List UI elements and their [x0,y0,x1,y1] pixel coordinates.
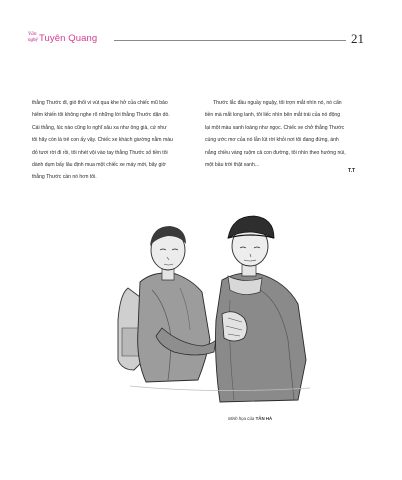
illustration-caption [228,416,272,421]
story-line: tôi hãy còn là trẻ con ấy vậy. Chiếc xe khách giường nằm màu [32,137,173,144]
story-paragraph [32,97,194,184]
header-rule [114,40,346,41]
story-column-left [32,97,194,184]
magazine-logo-title: Tuyên Quang [39,33,98,44]
caption-prefix: Minh họa của [228,416,255,421]
story-paragraph [205,97,367,171]
page-number: 21 [351,31,364,46]
magazine-logo-prefix: Văn [28,32,37,37]
story-line: tiền mà mắt long lanh, tôi liếc nhìn bên mắt trái của nó động [205,112,341,119]
story-line: nắng chiều vàng ruộm cả con đường, tôi nhìn theo hướng núi, [205,149,346,156]
author-signature: T.T [348,168,356,174]
story-line: hiểm khiến tôi không nghe rõ những lời thằng Thước dặn dò. [32,112,170,119]
story-line: đỏ tươi rời đi rồi, tôi nhét vội vào tay thằng Thước số tiền tôi [32,149,168,156]
story-line: một bầu trời thật xanh... [205,162,260,169]
story-line: thằng Thước đi, gió thổi vi vút qua khe hở của chiếc mũ bảo [32,100,168,106]
story-column-right [205,97,367,171]
caption-artist: TÂN HÀ [255,416,273,421]
story-line: thằng Thước cần nó hơn tôi. [32,174,97,181]
magazine-logo-subprefix: nghệ [28,38,38,43]
story-line: Cái thằng, lúc nào cũng lo nghĩ sâu xa như ông già, cứ như [32,124,167,131]
story-line: cùng ước mơ của nó lẫn lút rời khỏi nơi tôi đang đứng, ánh [205,137,339,144]
story-line: lại một màu xanh loáng như ngọc. Chiếc xe chở thằng Thước [205,124,345,131]
story-line: dành dụm bấy lâu định mua một chiếc xe máy mới, bây giờ [32,162,166,169]
story-illustration [110,210,320,410]
story-line: Thước lắc đầu nguầy nguậy, tôi trợn mắt nhìn nó, nó cẩn [213,100,342,106]
page-header [0,0,402,52]
